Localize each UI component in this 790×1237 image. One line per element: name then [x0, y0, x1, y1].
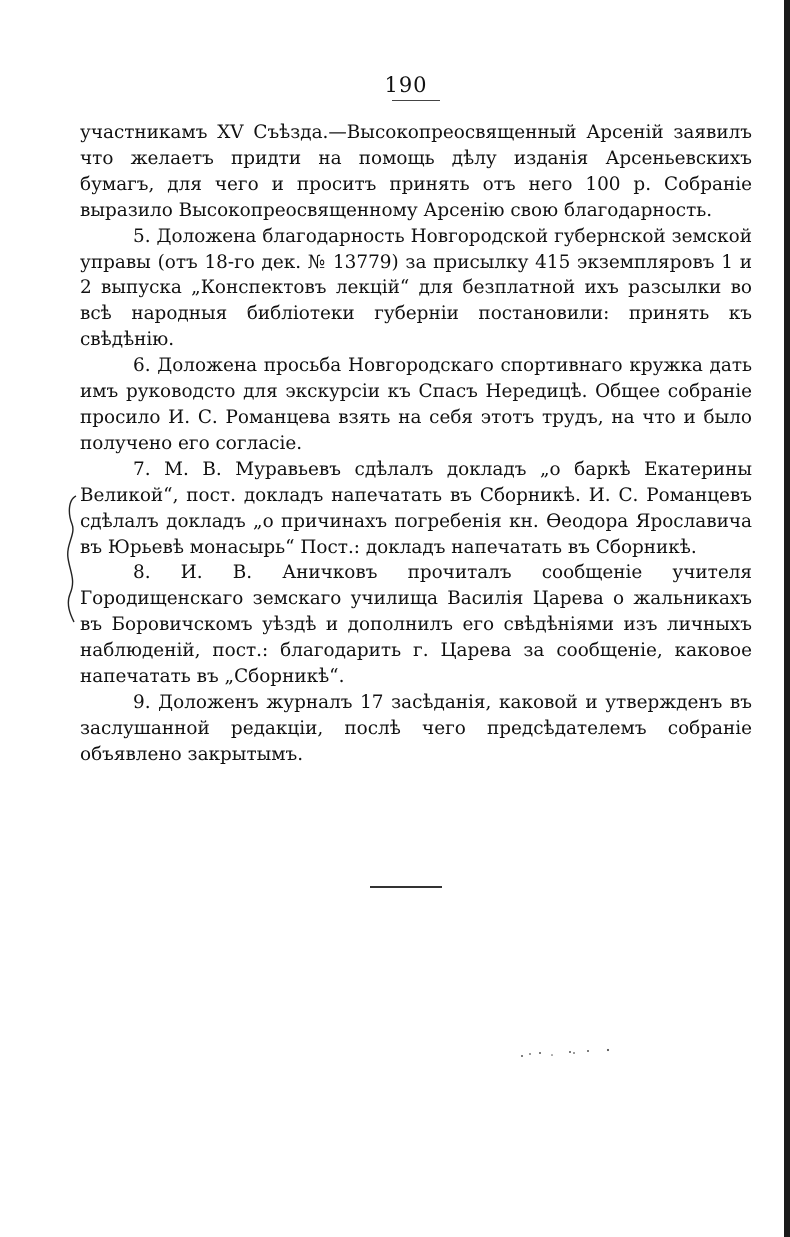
- paragraph-item-6: 6. Доложена просьба Новгородскаго спортивнаго кружка дать имъ руководсто для экскурсіи къ Спасъ Нередицѣ. Общее собраніе просило И. С. Романцева взять на себя этотъ трудъ, на что и было получено его согласіе.: [80, 355, 752, 454]
- ink-specks: [518, 1046, 614, 1060]
- body-text: [80, 120, 752, 768]
- page-number-underline: [392, 100, 440, 101]
- paragraph-item-7: 7. М. В. Муравьевъ сдѣлалъ докладъ „о баркѣ Екатерины Великой“, пост. докладъ напечатать въ Сборникѣ. И. С. Романцевъ сдѣлалъ докладъ „о причинахъ погребенія кн. Ѳеодора Ярославича въ Юрьевѣ монасырь“ Пост.: докладъ напечатать въ Сборникѣ.: [80, 458, 752, 558]
- end-divider: [370, 886, 442, 888]
- paragraph-continuation: участникамъ XV Съѣзда.—Высокопреосвященный Арсеній заявилъ что желаетъ придти на помощь дѣлу изданія Арсеньевскихъ бумагъ, для чего и проситъ принять отъ него 100 р. Собраніе выразило Высокопреосвященному Арсенію свою благодарность.: [80, 122, 752, 221]
- handwritten-margin-bracket: [62, 494, 82, 624]
- page-number: 190: [384, 73, 428, 97]
- paragraph-item-9: 9. Доложенъ журналъ 17 засѣданія, каковой и утвержденъ въ заслушанной редакціи, послѣ чего предсѣдателемъ собраніе объявлено закрытымъ.: [80, 691, 752, 765]
- page-edge-shadow: [784, 0, 790, 1237]
- paragraph-item-8: 8. И. В. Аничковъ прочиталъ сообщеніе учителя Городищенскаго земскаго училища Василія Царева о жальникахъ въ Боровичскомъ уѣздѣ и дополнилъ его свѣдѣніями изъ личныхъ наблюденій, пост.: благодарить г. Царева за сообщеніе, каковое напечатать въ „Сборникѣ“.: [80, 562, 752, 688]
- paragraph-item-5: 5. Доложена благодарность Новгородской губернской земской управы (отъ 18-го дек. № 13779) за присылку 415 экземпляровъ 1 и 2 выпуска „Конспектовъ лекцій“ для безплатной ихъ разсылки во всѣ народныя библіотеки губерніи постановили: принять къ свѣдѣнію.: [80, 225, 752, 351]
